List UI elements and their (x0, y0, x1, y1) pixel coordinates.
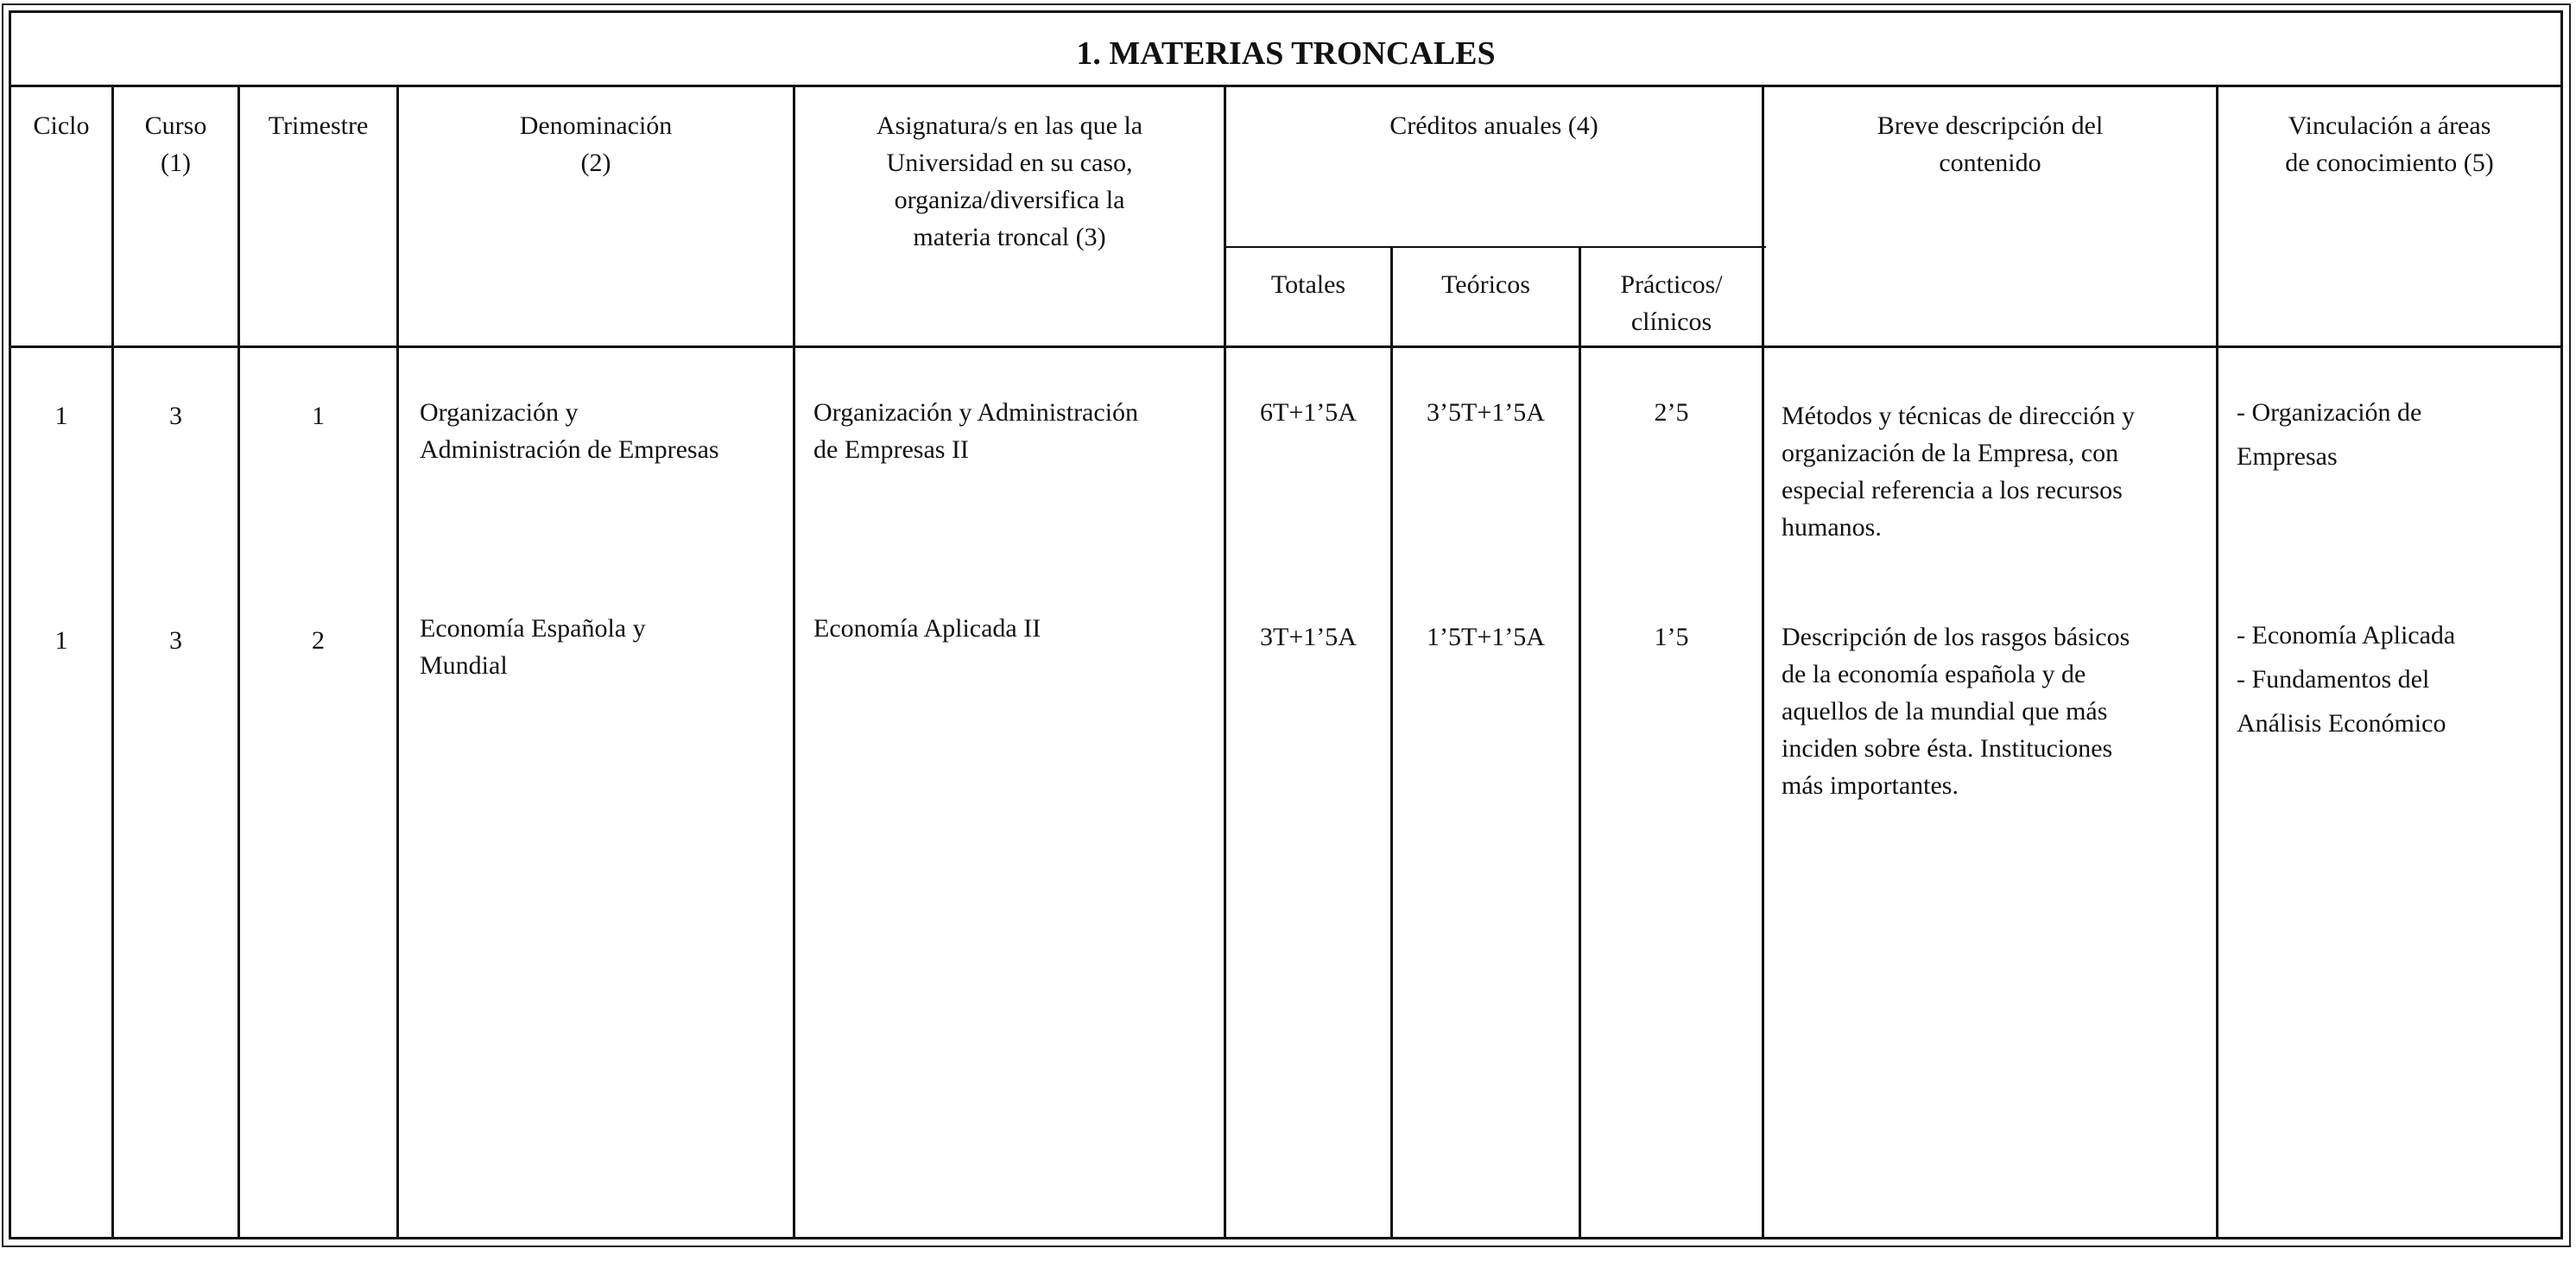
cell-ciclo: 1 (54, 402, 68, 430)
cell-curso: 3 (169, 402, 182, 430)
cell-denominacion: Organización y Administración de Empresas (420, 398, 719, 464)
header-trimestre: Trimestre (268, 111, 369, 140)
cell-trimestre: 2 (312, 626, 325, 655)
column-divider (793, 86, 795, 1237)
header-teoricos: Teóricos (1441, 270, 1530, 299)
cell-asignatura: Economía Aplicada II (813, 614, 1041, 643)
title-divider (11, 85, 2560, 87)
cell-vinculacion (2237, 617, 2558, 749)
header-practicos: Prácticos/ clínicos (1620, 270, 1723, 336)
cell-curso: 3 (169, 626, 182, 655)
area-item: - Fundamentos del Análisis Económico (2237, 665, 2446, 738)
cell-teoricos: 1’5T+1’5A (1427, 623, 1545, 651)
area-item: - Organización de Empresas (2237, 398, 2422, 471)
table-title: 1. MATERIAS TRONCALES (1076, 35, 1496, 72)
column-divider (1224, 86, 1226, 1237)
header-vinculacion: Vinculación a áreas de conocimiento (5) (2285, 111, 2494, 177)
cell-asignatura: Organización y Administración de Empresas II (813, 398, 1139, 464)
header-curso: Curso (1) (144, 111, 207, 177)
header-creditos-anuales: Créditos anuales (4) (1389, 111, 1598, 140)
header-denominacion: Denominación (2) (519, 111, 673, 177)
credits-subheader-divider (1226, 246, 1766, 248)
cell-descripcion: Descripción de los rasgos básicos de la economía española y de aquellos de la mundial que más inciden sobre ésta. Instituciones más importantes. (1782, 623, 2130, 800)
cell-vinculacion (2237, 394, 2558, 482)
cell-trimestre: 1 (312, 402, 325, 430)
cell-totales: 6T+1’5A (1260, 398, 1357, 427)
cell-practicos: 1’5 (1654, 623, 1689, 651)
column-divider (2216, 86, 2218, 1237)
header-asignatura: Asignatura/s en las que la Universidad en su caso, organiza/diversifica la materia troncal (3) (876, 111, 1143, 251)
cell-denominacion: Economía Española y Mundial (420, 614, 646, 680)
cell-ciclo: 1 (54, 626, 68, 655)
cell-teoricos: 3’5T+1’5A (1427, 398, 1545, 427)
cell-descripcion: Métodos y técnicas de dirección y organización de la Empresa, con especial referencia a los recursos humanos. (1782, 402, 2136, 542)
cell-practicos: 2’5 (1654, 398, 1689, 427)
header-totales: Totales (1270, 270, 1346, 299)
column-divider (237, 86, 240, 1237)
area-item: - Economía Aplicada (2237, 621, 2456, 650)
header-descripcion: Breve descripción del contenido (1877, 111, 2104, 177)
header-ciclo: Ciclo (33, 111, 90, 140)
column-divider (396, 86, 399, 1237)
header-bottom-divider (11, 345, 2560, 348)
cell-totales: 3T+1’5A (1260, 623, 1357, 651)
column-divider (1762, 86, 1764, 1237)
column-divider (111, 86, 114, 1237)
